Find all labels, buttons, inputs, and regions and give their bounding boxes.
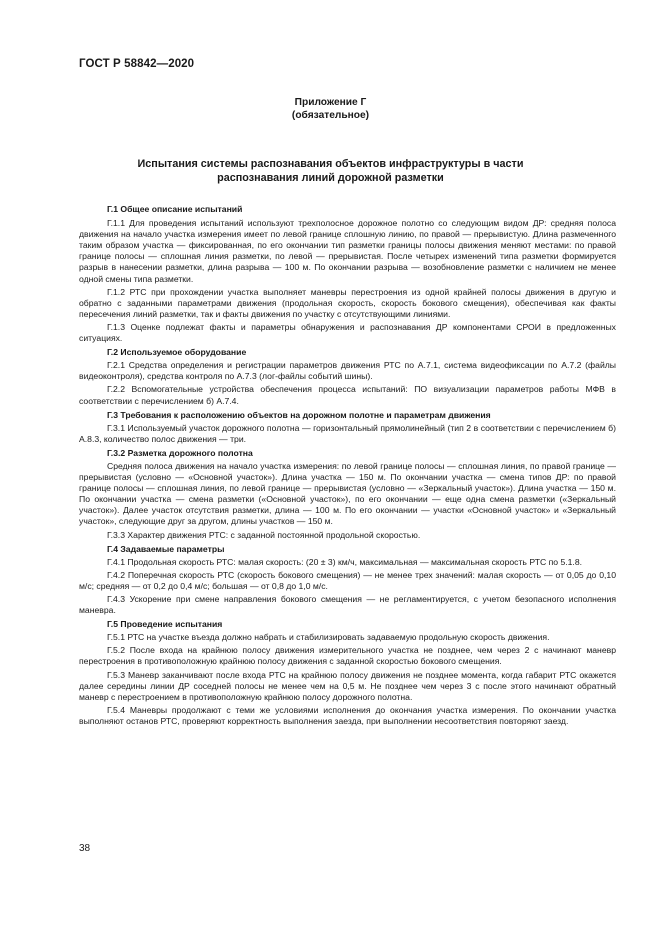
paragraph: Г.3.1 Используемый участок дорожного полотна — горизонтальный прямолинейный (тип 2 в соответствии с перечислением б) А.8.3, количество полос движения — три. bbox=[79, 422, 616, 444]
section-title: Г.5 Проведение испытания bbox=[107, 619, 223, 630]
paragraph: Г.5.1 РТС на участке въезда должно набрать и стабилизировать задаваемую продольную скорость движения. bbox=[107, 632, 550, 643]
document-header-id: ГОСТ Р 58842—2020 bbox=[79, 58, 195, 70]
section-title: Г.3.2 Разметка дорожного полотна bbox=[107, 447, 253, 458]
paragraph: Г.1.1 Для проведения испытаний используют трехполосное дорожное полотно со следующим видом ДР: средняя полоса движения на начало участка измерения имеет по левой границе сплошную линию, по правой — прерывистую. Длина размеченного таким образом участка — фиксированная, по его окончании тип разметки границы полосы движения меняют местами: по правой границе полосы — сплошная линия разметки, по левой — прерывистая. После четырех изменений типа разметки формируется разрыв в нанесении разметки, длина разрыва — 100 м. По окончании разрыва — возобновление разметки с наличием не менее одной смены типа разметки. bbox=[79, 218, 616, 284]
paragraph: Г.4.3 Ускорение при смене направления бокового смещения — не регламентируется, с учетом безопасного исполнения маневра. bbox=[79, 594, 616, 616]
paragraph: Средняя полоса движения на начало участка измерения: по левой границе полосы — сплошная линия, по правой границе — прерывистая (условно — «Основной участок»). Длина участка — 150 м. По окончании участка — смена типов ДР: по правой границе полосы — сплошная линия, по левой границе — прерывистая (условно — «Зеркальный участок»). Длина участка — 150 м. По окончании участка — смена разметки («Основной участок»), по его окончании — еще одна смена разметки («Зеркальный участок»). Далее участок отсутствия разметки, длина — 100 м. По его окончании — участки «Основной участок» и «Зеркальный участок», следующие друг за другом, длины участков — 150 м. bbox=[79, 460, 616, 527]
paragraph: Г.5.4 Маневры продолжают с теми же условиями исполнения до окончания участка измерения. По окончании участка выполняют останов РТС, проверяют корректность выполнения заезда, при выполнении несоответствия повторяют заезд. bbox=[79, 704, 616, 726]
appendix-title: Приложение Г bbox=[294, 97, 367, 108]
paragraph: Г.5.2 После входа на крайнюю полосу движения измерительного участка не позднее, чем через 2 с начинают маневр перестроения в противоположную крайнюю полосу движения с заданной скоростью бокового смещения. bbox=[79, 645, 616, 667]
paragraph: Г.1.2 РТС при прохождении участка выполняет маневры перестроения из одной крайней полосы движения в другую и обратно с заданными параметрами движения (продольная скорость, скорость бокового смещения), обеспечивая как факты пересечения линий разметки, так и факты движения по участку с отсутствующими линиями. bbox=[79, 286, 616, 319]
annex-title: Испытания системы распознавания объектов инфраструктуры в части распознавания линий дорожной разметки bbox=[137, 158, 524, 184]
paragraph: Г.2.2 Вспомогательные устройства обеспечения процесса испытаний: ПО визуализации параметров работы МФВ в соответствии с перечислением б) А.7.4. bbox=[79, 384, 616, 406]
page-number: 38 bbox=[79, 843, 91, 854]
paragraph: Г.2.1 Средства определения и регистрации параметров движения РТС по А.7.1, система видеофиксации по А.7.2 (файлы видеоконтроля), средства контроля по А.7.3 (лог-файлы событий шины). bbox=[79, 360, 616, 382]
section-title: Г.3 Требования к расположению объектов на дорожном полотне и параметрам движения bbox=[107, 409, 491, 420]
paragraph: Г.3.3 Характер движения РТС: с заданной постоянной продольной скоростью. bbox=[107, 529, 421, 540]
paragraph: Г.4.1 Продольная скорость РТС: малая скорость: (20 ± 3) км/ч, максимальная — максимальная скорость РТС по 5.1.8. bbox=[107, 556, 583, 567]
section-title: Г.4 Задаваемые параметры bbox=[107, 543, 225, 554]
section-title: Г.1 Общее описание испытаний bbox=[107, 204, 243, 214]
appendix-heading bbox=[0, 96, 661, 122]
paragraph: Г.4.2 Поперечная скорость РТС (скорость бокового смещения) — не менее трех значений: малая скорость — от 0,05 до 0,10 м/с; средняя — от 0,2 до 0,4 м/с; большая — от 0,8 до 1,0 м/с. bbox=[79, 569, 616, 591]
section-title: Г.2 Используемое оборудование bbox=[107, 347, 247, 358]
paragraph: Г.5.3 Маневр заканчивают после входа РТС на крайнюю полосу движения не позднее момента, когда габарит РТС окажется далее середины линии ДР соседней полосы не менее чем на 0,5 м. Не позднее чем через 3 с после этого начинают обратный маневр с перестроением в противоположную крайнюю полосу дорожного полотна. bbox=[79, 669, 616, 702]
document-body bbox=[79, 204, 616, 729]
paragraph: Г.1.3 Оценке подлежат факты и параметры обнаружения и распознавания ДР компонентами СРОИ в предложенных ситуациях. bbox=[79, 321, 616, 344]
appendix-status: (обязательное) bbox=[291, 110, 370, 121]
